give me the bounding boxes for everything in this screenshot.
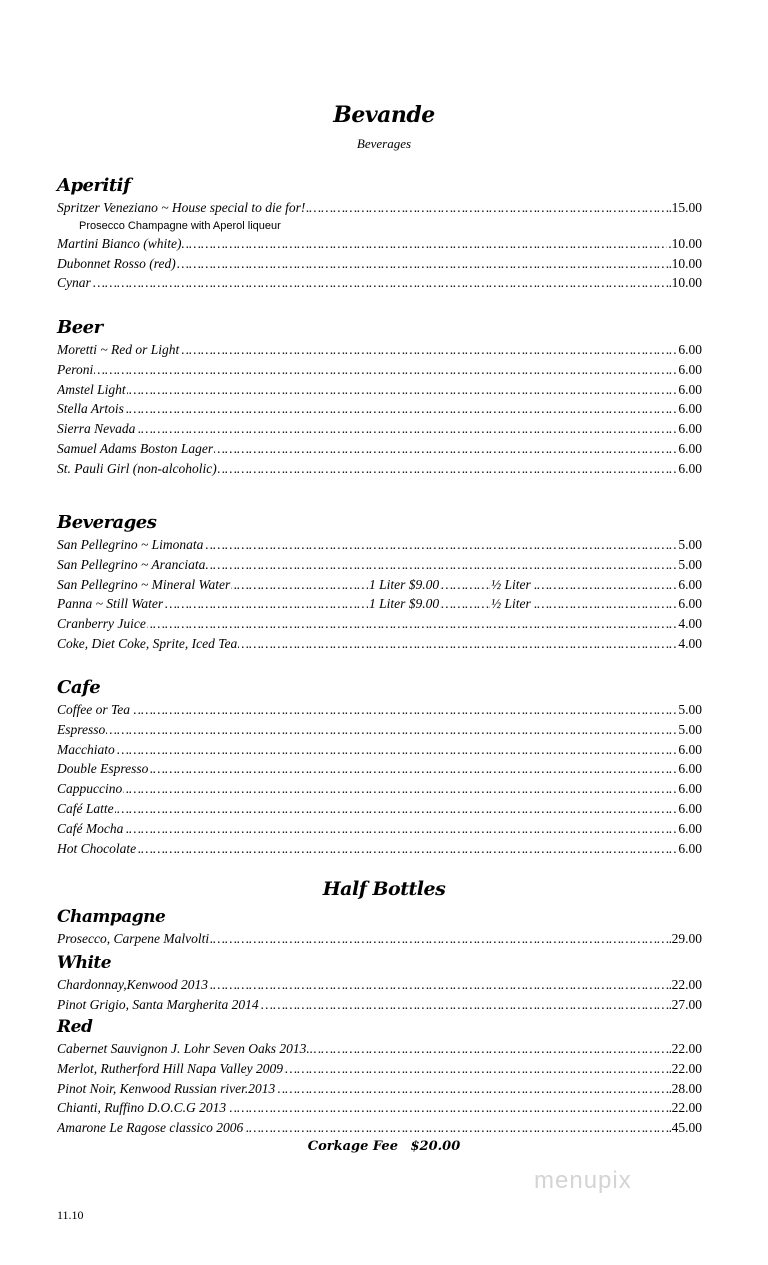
corkage-label: Corkage Fee <box>307 1139 398 1154</box>
menu-item <box>57 1079 702 1099</box>
menu-item <box>57 273 702 293</box>
item-price: 4.00 <box>677 634 702 654</box>
item-price: 6.00 <box>677 360 702 380</box>
item-name: Pinot Noir, Kenwood Russian river.2013 <box>57 1080 276 1096</box>
menu-item <box>57 1098 702 1118</box>
menu-item <box>57 740 702 760</box>
item-price: 22.00 <box>671 1098 702 1118</box>
item-name: Dubonnet Rosso (red) <box>57 255 176 271</box>
item-price: 6.00 <box>677 839 702 859</box>
item-half-liter: ½ Liter <box>490 594 532 614</box>
item-name: Coke, Diet Coke, Sprite, Iced Tea <box>57 635 238 651</box>
item-price: 6.00 <box>677 819 702 839</box>
menu-item <box>57 555 702 575</box>
section-heading: Beverages <box>57 512 157 533</box>
menu-item <box>57 759 702 779</box>
item-name: Panna ~ Still Water <box>57 596 164 612</box>
item-price: 6.00 <box>677 459 702 479</box>
cafe-section <box>57 676 702 858</box>
item-name: Sierra Nevada <box>57 421 136 437</box>
menu-item <box>57 535 702 555</box>
item-name: Cappuccino <box>57 781 123 797</box>
menu-item <box>57 975 702 995</box>
item-half-liter: ½ Liter <box>490 575 532 595</box>
menu-item <box>57 779 702 799</box>
item-price: 6.00 <box>677 779 702 799</box>
menu-item <box>57 459 702 479</box>
item-price: 5.00 <box>677 720 702 740</box>
menu-item <box>57 995 702 1015</box>
item-name: Chianti, Ruffino D.O.C.G 2013 <box>57 1100 227 1116</box>
menu-item <box>57 419 702 439</box>
item-name: San Pellegrino ~ Aranciata <box>57 556 206 572</box>
item-name: Café Latte <box>57 800 114 816</box>
item-name: St. Pauli Girl (non-alcoholic) <box>57 460 217 476</box>
menu-item <box>57 720 702 740</box>
item-name: Hot Chocolate <box>57 840 137 856</box>
menu-item <box>57 819 702 839</box>
item-price: 22.00 <box>671 1059 702 1079</box>
menu-item <box>57 399 702 419</box>
section-heading: Cafe <box>57 677 101 698</box>
section-heading: Aperitif <box>57 175 131 196</box>
item-price: 6.00 <box>677 380 702 400</box>
item-name: Samuel Adams Boston Lager <box>57 440 214 456</box>
item-liter-price: 1 Liter $9.00 <box>368 575 440 595</box>
item-price: 5.00 <box>677 555 702 575</box>
item-price: 10.00 <box>671 254 702 274</box>
subsection-heading: Red <box>57 1017 93 1037</box>
page-title: Bevande <box>333 102 435 128</box>
corkage-price: $20.00 <box>410 1139 461 1154</box>
section-heading: Beer <box>57 317 103 338</box>
item-price: 29.00 <box>671 929 702 949</box>
item-price: 6.00 <box>677 419 702 439</box>
item-name: Prosecco, Carpene Malvolti <box>57 931 210 946</box>
item-price: 6.00 <box>677 340 702 360</box>
menu-item <box>57 634 702 654</box>
menu-item <box>57 340 702 360</box>
item-price: 27.00 <box>671 995 702 1015</box>
menu-item <box>57 614 702 634</box>
menu-item <box>57 594 702 614</box>
item-name: Chardonnay,Kenwood 2013 <box>57 977 209 992</box>
item-name: Coffee or Tea <box>57 702 131 717</box>
aperitif-section <box>57 174 702 293</box>
champagne-section <box>57 906 702 949</box>
subsection-heading: Champagne <box>57 907 166 927</box>
menu-item <box>57 234 702 254</box>
item-price: 6.00 <box>677 439 702 459</box>
item-name: Amstel Light <box>57 381 126 397</box>
item-name: San Pellegrino ~ Limonata <box>57 537 204 552</box>
red-section <box>57 1016 702 1138</box>
item-name: Macchiato <box>57 741 115 757</box>
item-name: Pinot Grigio, Santa Margherita 2014 <box>57 996 259 1012</box>
item-name: Cynar <box>57 275 91 291</box>
menu-item <box>57 1059 702 1079</box>
item-price: 6.00 <box>677 594 702 614</box>
item-name: San Pellegrino ~ Mineral Water <box>57 576 231 592</box>
menu-item <box>57 575 702 595</box>
item-price: 6.00 <box>677 575 702 595</box>
beer-section <box>57 316 702 479</box>
item-price: 6.00 <box>677 799 702 819</box>
item-price: 5.00 <box>677 535 702 555</box>
menu-item <box>57 254 702 274</box>
item-name: Stella Artois <box>57 401 124 417</box>
subsection-heading: White <box>57 953 112 973</box>
menu-item <box>57 700 702 720</box>
item-price: 6.00 <box>677 759 702 779</box>
item-name: Martini Bianco (white) <box>57 235 182 251</box>
item-note: Prosecco Champagne with Aperol liqueur <box>79 219 281 232</box>
menu-item <box>57 929 702 949</box>
item-price: .10.00 <box>667 234 702 254</box>
item-name: Merlot, Rutherford Hill Napa Valley 2009 <box>57 1060 283 1076</box>
item-price: 22.00 <box>671 1039 702 1059</box>
menu-item <box>57 1039 702 1059</box>
item-name: Cabernet Sauvignon J. Lohr Seven Oaks 2013.. <box>57 1041 314 1056</box>
menu-item <box>57 360 702 380</box>
half-bottles-heading: Half Bottles <box>322 878 446 900</box>
menu-item <box>57 799 702 819</box>
footer-code: 11.10 <box>57 1208 84 1222</box>
corkage-fee <box>0 1139 768 1154</box>
item-price: 5.00 <box>677 700 702 720</box>
item-price: 45.00 <box>671 1118 702 1138</box>
item-liter-price: 1 Liter $9.00 <box>368 594 440 614</box>
item-price: 6.00 <box>677 399 702 419</box>
item-name: Spritzer Veneziano ~ House special to die for! <box>57 200 306 215</box>
item-name: Moretti ~ Red or Light <box>57 342 180 357</box>
item-name: Café Mocha <box>57 820 124 836</box>
item-name: Espresso <box>57 721 106 737</box>
item-price: 6.00 <box>677 740 702 760</box>
item-name: Double Espresso <box>57 761 149 777</box>
item-price: 4.00 <box>677 614 702 634</box>
item-price: 22.00 <box>671 975 702 995</box>
menu-item <box>57 839 702 859</box>
white-section <box>57 952 702 1015</box>
menu-item <box>57 1118 702 1138</box>
item-name: Cranberry Juice <box>57 616 146 632</box>
item-price: 10.00 <box>671 273 702 293</box>
menu-item <box>57 198 702 218</box>
item-price: 15.00 <box>671 198 702 218</box>
menu-item <box>57 439 702 459</box>
menu-item <box>57 380 702 400</box>
item-name: Amarone Le Ragose classico 2006 <box>57 1120 244 1136</box>
item-name: Peroni <box>57 361 94 377</box>
item-price: 28.00 <box>671 1079 702 1099</box>
beverages-section <box>57 511 702 654</box>
watermark-logo: menupix <box>534 1167 632 1194</box>
page-subtitle: Beverages <box>356 136 412 151</box>
